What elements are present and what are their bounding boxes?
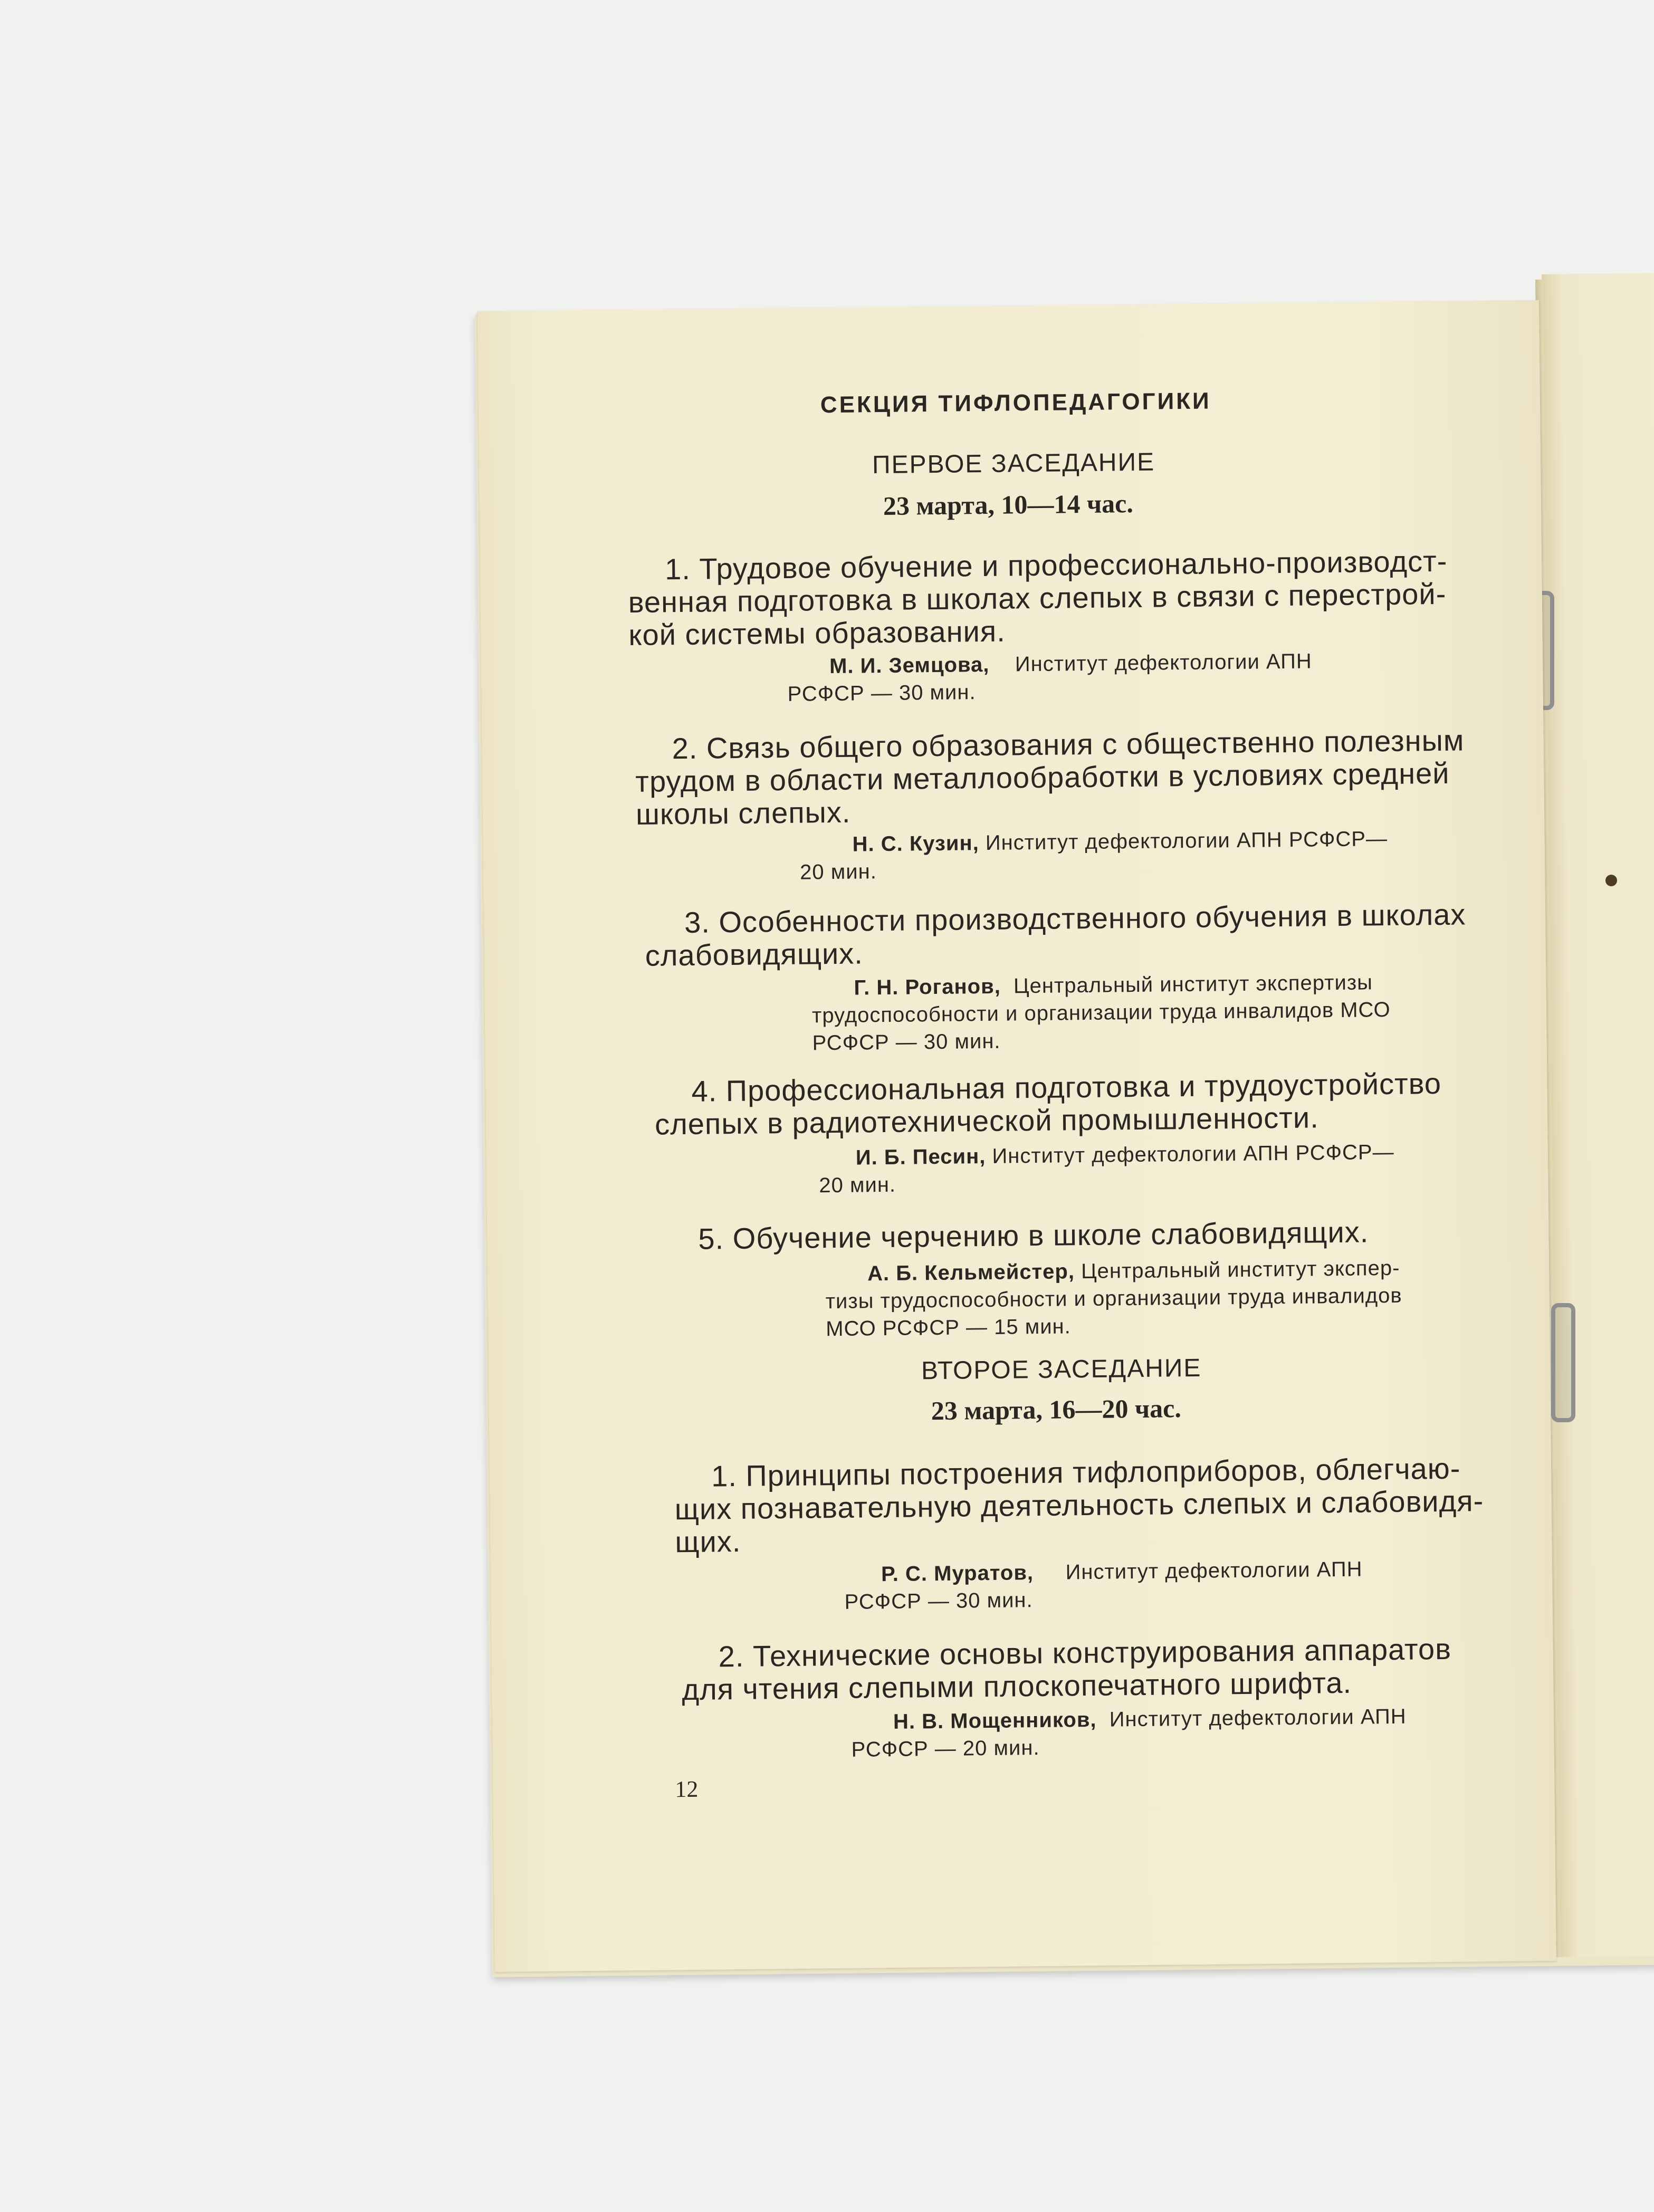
item-line: щих. (675, 1524, 741, 1559)
item-line: 3. Особенности производственного обучения в школах (684, 897, 1466, 939)
item-author-line: РСФСР — 30 мин. (787, 681, 976, 706)
item-author-line: 20 мин. (799, 860, 877, 884)
item-line: школы слепых. (635, 795, 851, 831)
right-page (1542, 273, 1654, 1957)
booklet-page (477, 300, 1556, 1972)
item-line: слабовидящих. (645, 936, 864, 972)
item-line: щих познавательную деятельность слепых и слабовидя- (674, 1484, 1484, 1526)
item-author-line: РСФСР — 30 мин. (812, 1029, 1001, 1055)
page-mark (1605, 875, 1617, 886)
item-author-line: РСФСР — 20 мин. (851, 1736, 1040, 1761)
item-author: А. Б. Кельмейстер, Центральный институт экспер- (867, 1256, 1400, 1286)
second-session-date: 23 марта, 16—20 час. (931, 1393, 1182, 1426)
item-author-line: РСФСР — 30 мин. (844, 1588, 1033, 1614)
page-number: 12 (675, 1776, 699, 1803)
item-line: 4. Профессиональная подготовка и трудоустройство (691, 1066, 1442, 1108)
second-session-heading: ВТОРОЕ ЗАСЕДАНИЕ (921, 1354, 1202, 1385)
item-line: 2. Связь общего образования с общественно полезным (672, 723, 1465, 765)
first-session-heading: ПЕРВОЕ ЗАСЕДАНИЕ (872, 448, 1155, 480)
item-line: 1. Принципы построения тифлоприборов, облегчаю- (711, 1451, 1461, 1493)
item-author: Н. В. Мощенников, Институт дефектологии АПН (893, 1705, 1407, 1734)
item-line: для чтения слепыми плоскопечатного шрифта. (682, 1665, 1352, 1707)
item-author-line: 20 мин. (819, 1173, 896, 1198)
section-title: СЕКЦИЯ ТИФЛОПЕДАГОГИКИ (820, 388, 1211, 418)
item-line: 1. Трудовое обучение и профессионально-производст- (664, 544, 1448, 586)
item-author: Г. Н. Роганов, Центральный институт экспертизы (854, 971, 1373, 1000)
item-author-line: трудоспособности и организации труда инвалидов МСО (811, 998, 1391, 1028)
item-author: Р. С. Муратов, Институт дефектологии АПН (881, 1557, 1363, 1586)
first-session-date: 23 марта, 10—14 час. (883, 489, 1134, 521)
staple-bottom (1551, 1303, 1575, 1422)
item-line: слепых в радиотехнической промышленности. (654, 1100, 1320, 1141)
item-author: Н. С. Кузин, Институт дефектологии АПН РСФСР— (852, 827, 1388, 856)
item-line: 2. Технические основы конструирования аппаратов (718, 1632, 1452, 1673)
item-author: И. Б. Песин, Институт дефектологии АПН РСФСР— (855, 1140, 1394, 1170)
item-author-line: тизы трудоспособности и организации труда инвалидов (825, 1284, 1402, 1314)
item-line: кой системы образования. (628, 614, 1006, 652)
item-author: М. И. Земцова, Институт дефектологии АПН (829, 649, 1312, 678)
item-author-line: МСО РСФСР — 15 мин. (826, 1315, 1071, 1341)
item-line: трудом в области металлообработки в условиях средней (635, 756, 1450, 798)
item-line: венная подготовка в школах слепых в связи с перестрой- (628, 577, 1447, 619)
item-line: 5. Обучение черчению в школе слабовидящих. (698, 1215, 1369, 1256)
